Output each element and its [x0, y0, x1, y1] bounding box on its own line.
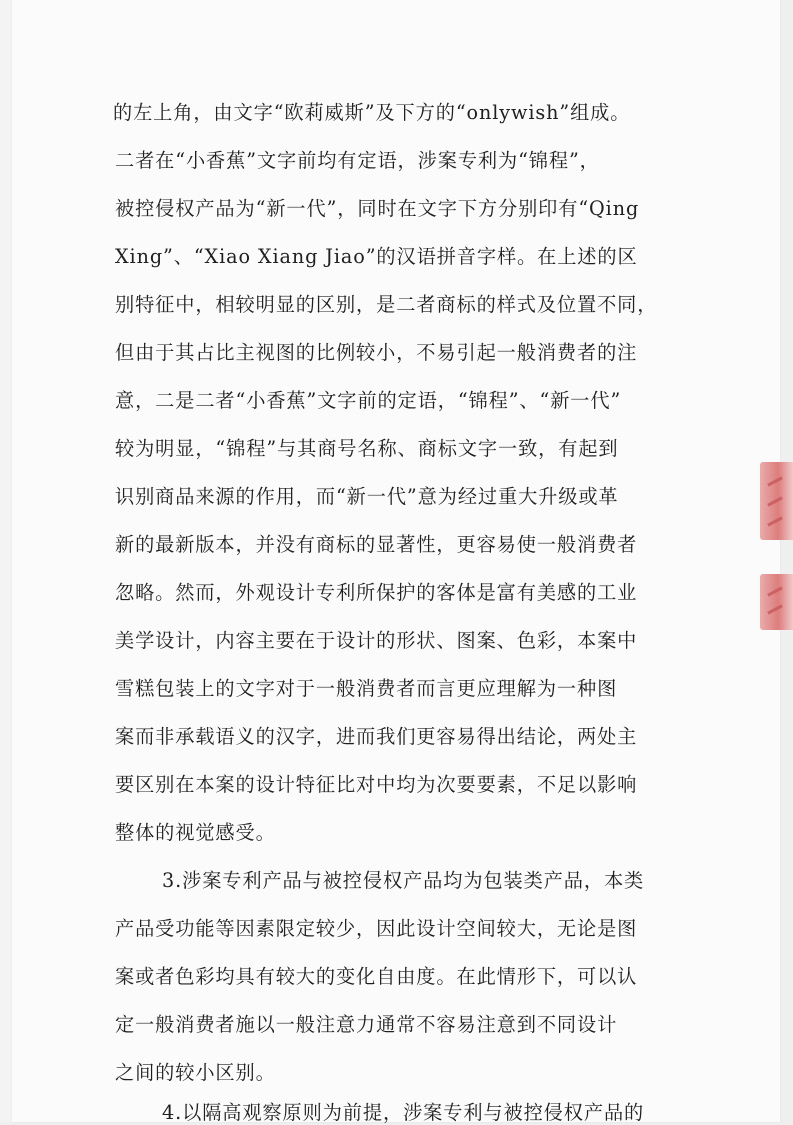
- seal-stroke: [767, 496, 783, 506]
- document-line: 4.以隔高观察原则为前提，涉案专利与被控侵权产品的: [162, 1101, 645, 1124]
- document-line: 二者在“小香蕉”文字前均有定语，涉案专利为“锦程”，: [115, 149, 600, 172]
- seal-stroke: [767, 516, 783, 526]
- document-line: 产品受功能等因素限定较少，因此设计空间较大，无论是图: [115, 917, 638, 940]
- seal-stroke: [767, 476, 783, 486]
- seal-stroke: [767, 604, 783, 614]
- document-line: 新的最新版本，并没有商标的显著性，更容易使一般消费者: [115, 533, 638, 556]
- document-line: 识别商品来源的作用，而“新一代”意为经过重大升级或革: [115, 485, 619, 508]
- document-line: 案或者色彩均具有较大的变化自由度。在此情形下，可以认: [115, 965, 638, 988]
- document-line: 整体的视觉感受。: [115, 821, 276, 844]
- red-seal-mark: [760, 462, 793, 540]
- document-line: 3.涉案专利产品与被控侵权产品均为包装类产品，本类: [162, 869, 645, 892]
- document-line: 较为明显，“锦程”与其商号名称、商标文字一致，有起到: [115, 437, 619, 460]
- document-line: 要区别在本案的设计特征比对中均为次要要素，不足以影响: [115, 773, 638, 796]
- document-line: 被控侵权产品为“新一代”，同时在文字下方分别印有“Qing: [115, 197, 640, 220]
- document-line: 的左上角，由文字“欧莉威斯”及下方的“onlywish”组成。: [113, 101, 631, 124]
- seal-stroke: [767, 586, 783, 596]
- document-line: 美学设计，内容主要在于设计的形状、图案、色彩，本案中: [115, 629, 638, 652]
- document-line: 但由于其占比主视图的比例较小，不易引起一般消费者的注: [115, 341, 638, 364]
- document-line: 之间的较小区别。: [115, 1061, 276, 1084]
- document-line: 别特征中，相较明显的区别，是二者商标的样式及位置不同，: [115, 293, 658, 316]
- document-line: 定一般消费者施以一般注意力通常不容易注意到不同设计: [115, 1013, 618, 1036]
- document-line: 意，二是二者“小香蕉”文字前的定语，“锦程”、“新一代”: [115, 389, 622, 412]
- document-line: 雪糕包装上的文字对于一般消费者而言更应理解为一种图: [115, 677, 618, 700]
- document-line: Xing”、“Xiao Xiang Jiao”的汉语拼音字样。在上述的区: [115, 245, 638, 268]
- red-seal-mark: [760, 574, 793, 630]
- document-line: 忽略。然而，外观设计专利所保护的客体是富有美感的工业: [115, 581, 638, 604]
- document-line: 案而非承载语义的汉字，进而我们更容易得出结论，两处主: [115, 725, 638, 748]
